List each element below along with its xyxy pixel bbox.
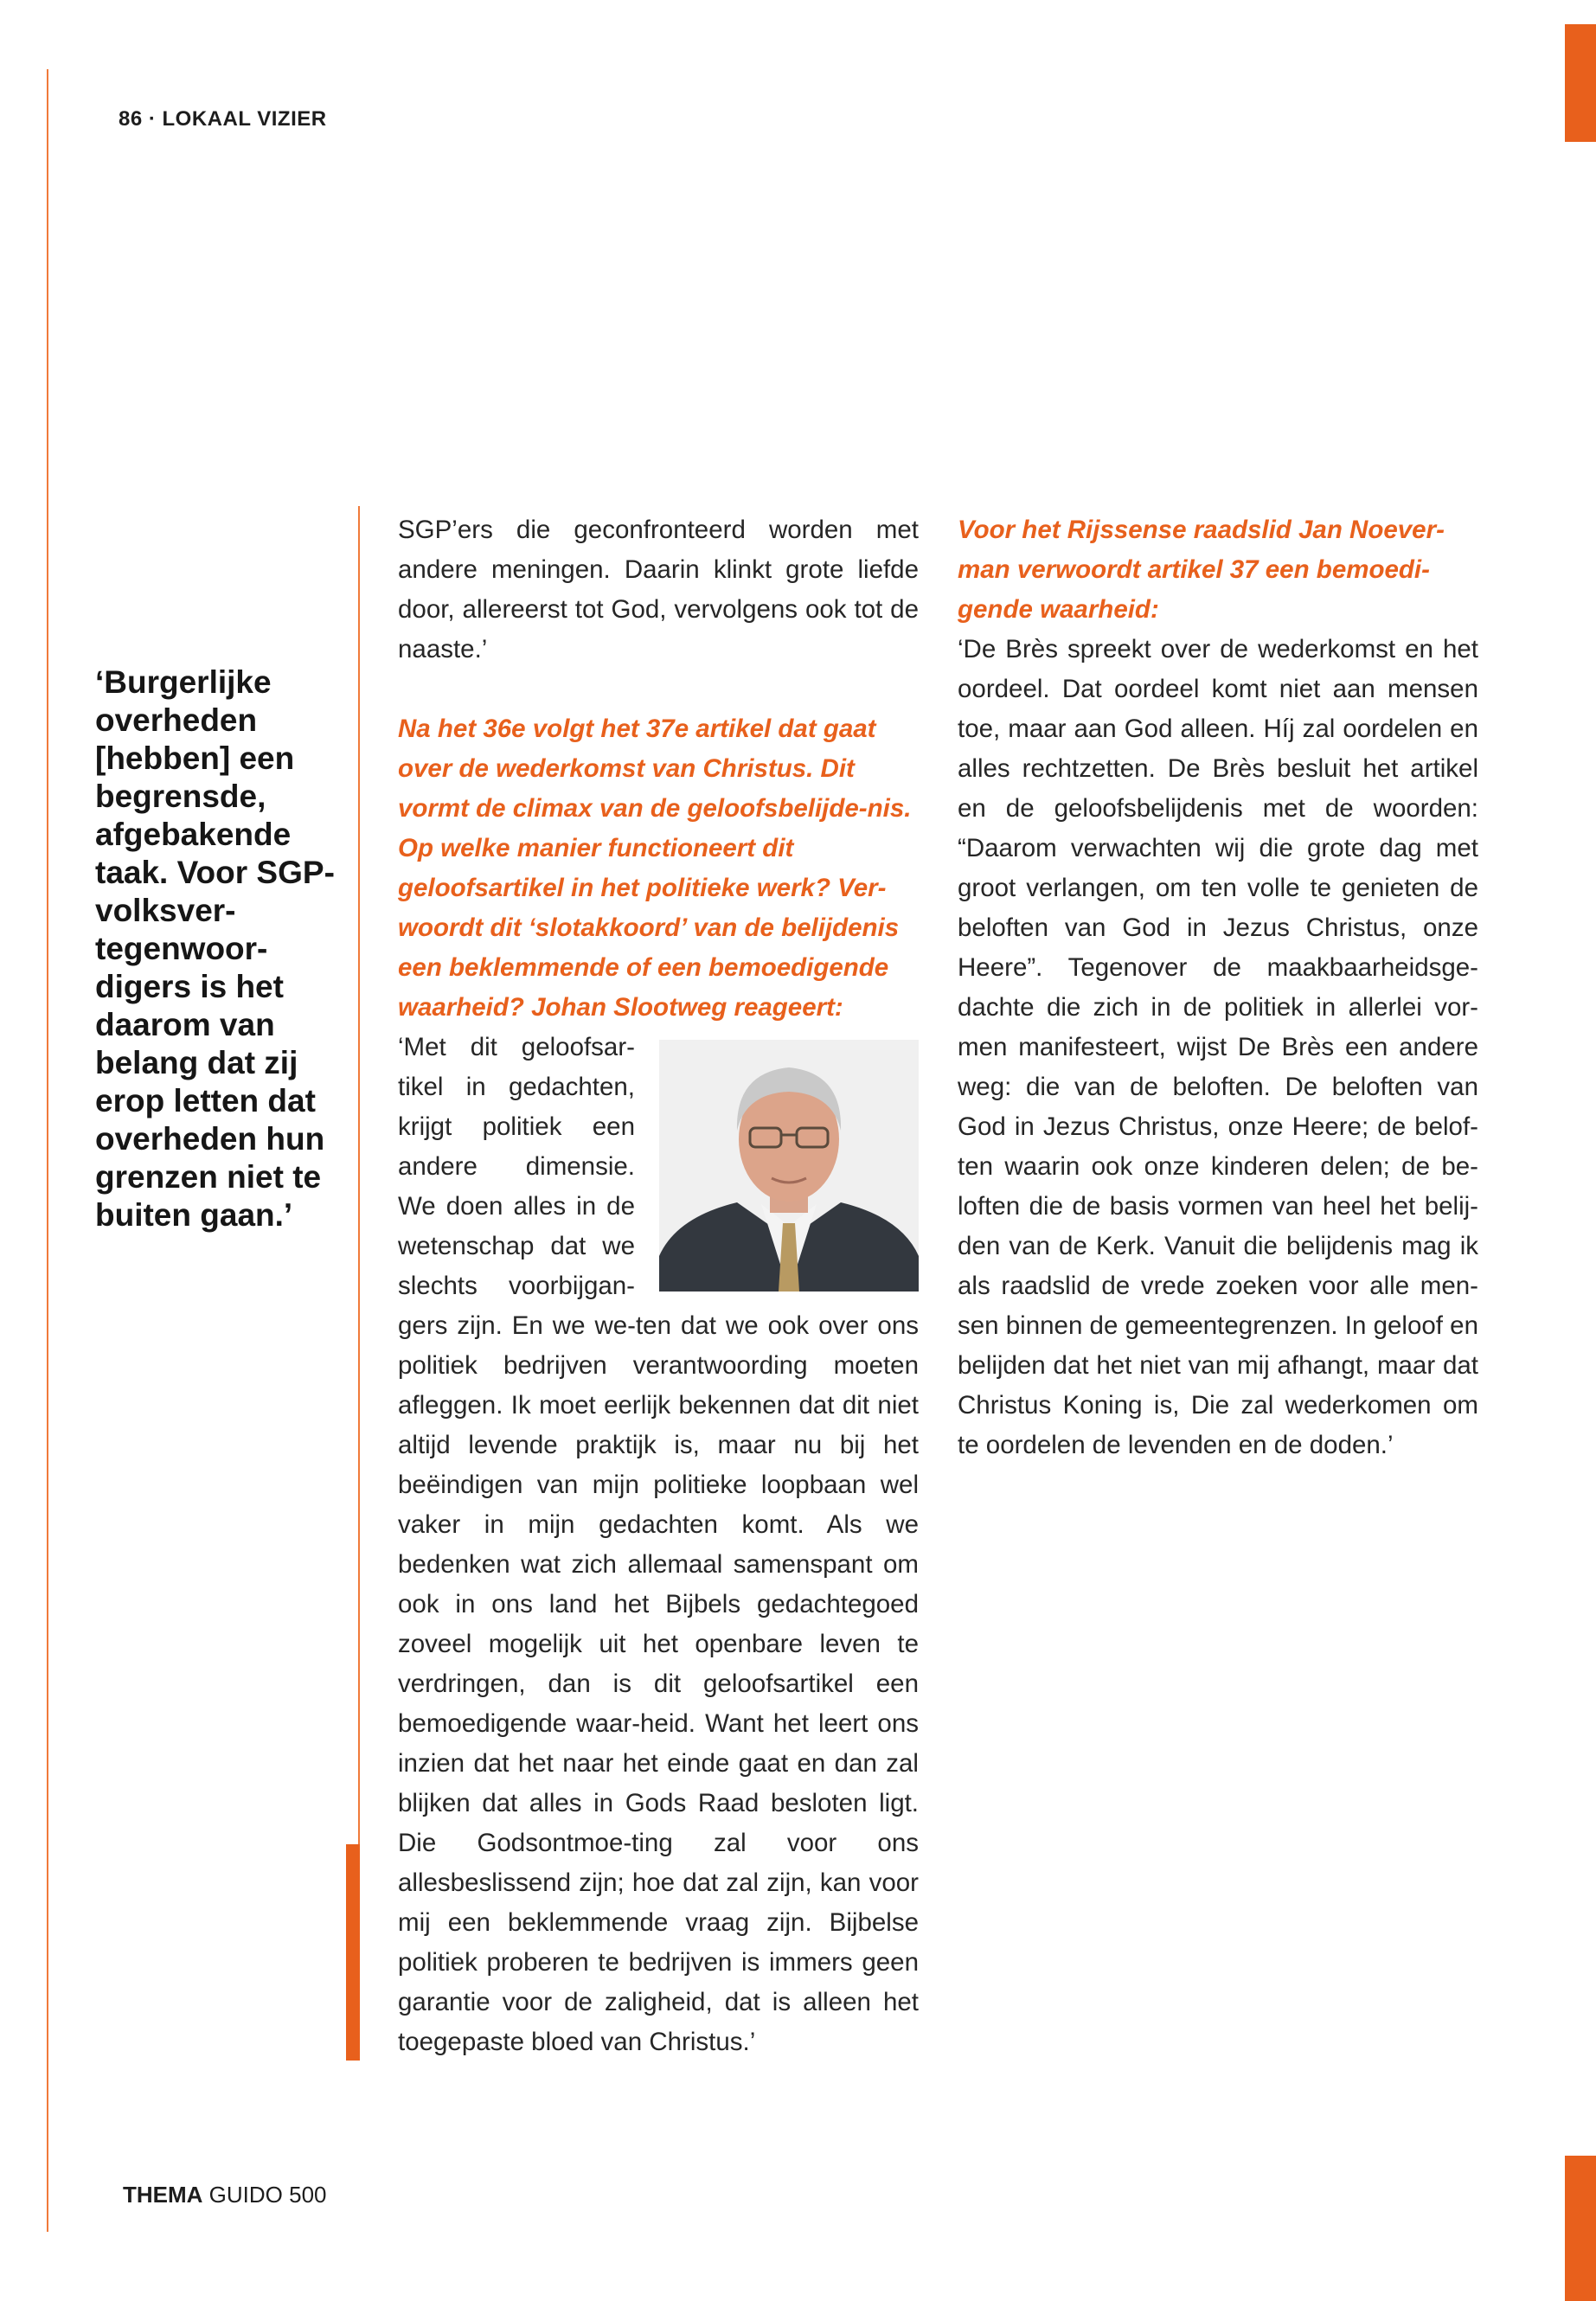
orange-tab-bottom <box>1565 2156 1596 2301</box>
middle-lead: Na het 36e volgt het 37e artikel dat gaat over de wederkomst van Christus. Dit vormt de climax van de geloofsbelijde-nis. Op welke manier functioneert dit geloofsartikel in het politieke werk? Ver-woordt dit ‘slotakkoord’ van de belijdenis een beklemmende of een bemoedigende waarheid? Johan Slootweg reageert: <box>398 715 912 1022</box>
column-rule-accent <box>346 1844 360 2061</box>
intro-paragraph: SGP’ers die geconfronteerd worden met andere meningen. Daarin klinkt grote liefde door, allereerst tot God, vervolgens ook tot de naaste.’ <box>398 516 919 663</box>
running-header: 86 · LOKAAL VIZIER <box>119 107 327 131</box>
middle-column <box>398 510 919 2062</box>
footer-label <box>123 2182 327 2208</box>
portrait-photo <box>659 1040 919 1292</box>
right-body: ‘De Brès spreekt over de wederkomst en het oordeel. Dat oordeel komt niet aan mensen toe, maar aan God alleen. Híj zal oordelen en alles rechtzetten. De Brès besluit het artikel en de geloofsbelijdenis met de woorden: “Daarom verwachten wij die grote dag met groot verlangen, om ten volle te genieten de beloften van God in Jezus Christus, onze Heere”. Tegenover de maakbaarheidsge-dachte die zich in de politiek in allerlei vor-men manifesteert, wijst De Brès een andere weg: die van de beloften. De beloften van God in Jezus Christus, onze Heere; de belof-ten waarin ook onze kinderen delen; de be-loften die de basis vormen van heel het belij-den van de Kerk. Vanuit die belijdenis mag ik als raadslid de vrede zoeken voor alle men-sen binnen de gemeentegrenzen. In geloof en belijden dat het niet van mij afhangt, maar dat Christus Koning is, Die zal wederkomen om te oordelen de levenden en de doden.’ <box>958 635 1478 1459</box>
footer-issue: GUIDO 500 <box>208 2182 327 2208</box>
pull-quote: ‘Burgerlijke overheden [hebben] een begrensde, afgebakende taak. Voor SGP-volksver-tegenwoor-digers is het daarom van belang dat zij erop letten dat overheden hun grenzen niet te buiten gaan.’ <box>95 664 335 1233</box>
page-margin-line <box>47 69 48 2232</box>
right-column <box>958 510 1478 1465</box>
footer-thema: THEMA <box>123 2182 203 2208</box>
column-rule <box>358 506 360 1847</box>
middle-body: ‘Met dit geloofsar-tikel in gedachten, krijgt politiek een andere dimensie. We doen alles in de wetenschap dat we slechts voorbijgan-gers zijn. En we we-ten dat we ook over ons politiek bedrijven verantwoording moeten afleggen. Ik moet eerlijk bekennen dat dit niet altijd levende praktijk is, maar nu bij het beëindigen van mijn politieke loopbaan wel vaker in mijn gedachten komt. Als we bedenken wat zich allemaal samenspant om ook in ons land het Bijbels gedachtegoed zoveel mogelijk uit het openbare leven te verdringen, dan is dit geloofsartikel een bemoedigende waar-heid. Want het leert ons inzien dat het naar het einde gaat en dan zal blijken dat alles in Gods Raad besloten ligt. Die Godsontmoe-ting zal voor ons allesbeslissend zijn; hoe dat zal zijn, kan voor mij een beklemmende vraag zijn. Bijbelse politiek proberen te bedrijven is immers geen garantie voor de zaligheid, dat is alleen het toegepaste bloed van Christus.’ <box>398 1033 919 2056</box>
orange-tab-top <box>1565 24 1596 142</box>
right-lead: Voor het Rijssense raadslid Jan Noever-man verwoordt artikel 37 een bemoedi-gende waarheid: <box>958 516 1445 624</box>
